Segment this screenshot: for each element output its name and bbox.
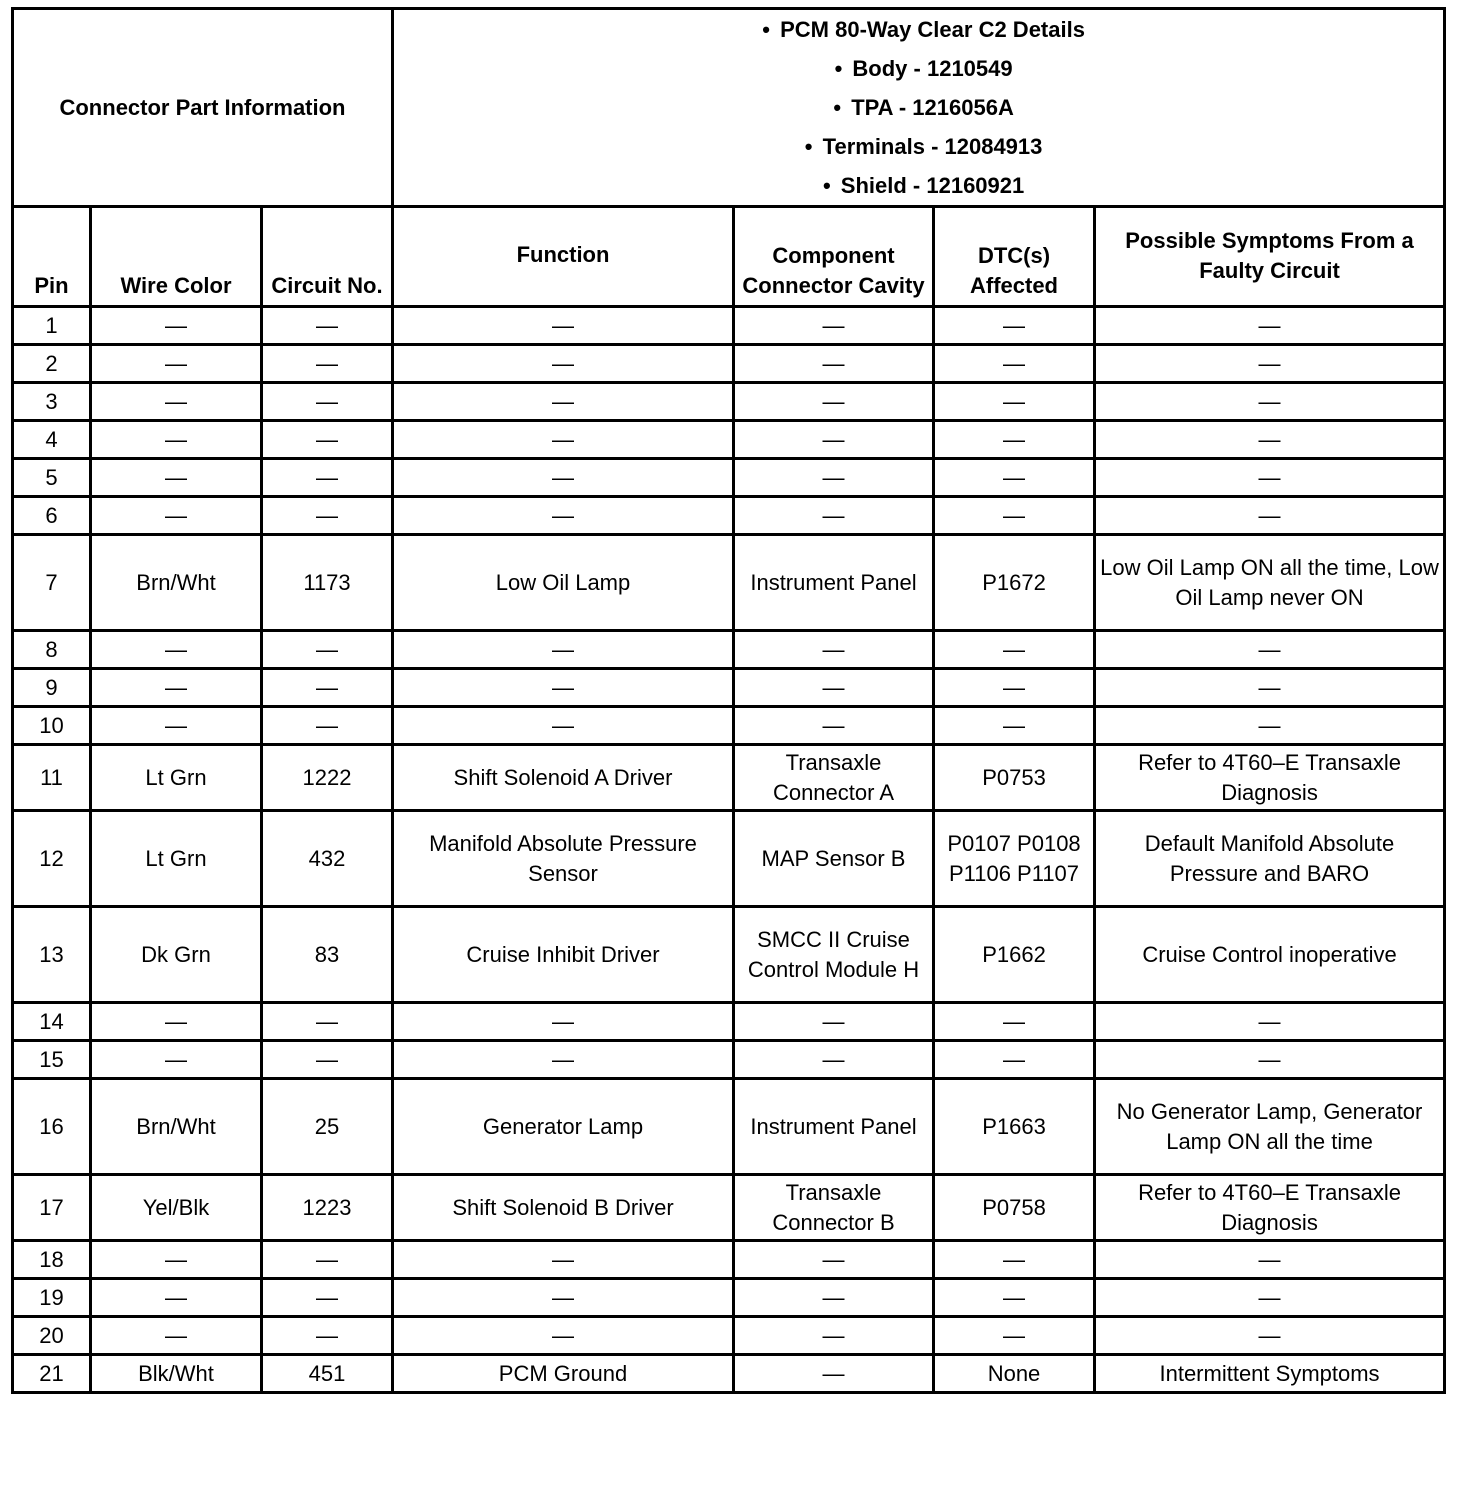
wire-color-cell: Blk/Wht bbox=[91, 1355, 262, 1393]
circuit-no-cell: — bbox=[262, 669, 393, 707]
circuit-no-cell: — bbox=[262, 1241, 393, 1279]
connector-table-wrapper bbox=[11, 7, 1446, 1394]
function-cell: Manifold Absolute Pressure Sensor bbox=[393, 811, 734, 907]
detail-item: • Terminals - 12084913 bbox=[396, 127, 1441, 166]
function-cell: — bbox=[393, 1241, 734, 1279]
pin-cell: 17 bbox=[13, 1175, 91, 1241]
wire-color-cell: — bbox=[91, 497, 262, 535]
circuit-no-cell: — bbox=[262, 631, 393, 669]
cavity-cell: — bbox=[734, 497, 934, 535]
function-cell: — bbox=[393, 383, 734, 421]
dtc-cell: — bbox=[934, 345, 1095, 383]
circuit-no-cell: — bbox=[262, 1317, 393, 1355]
function-cell: Generator Lamp bbox=[393, 1079, 734, 1175]
function-cell: Cruise Inhibit Driver bbox=[393, 907, 734, 1003]
detail-item: • TPA - 1216056A bbox=[396, 88, 1441, 127]
symptoms-cell: — bbox=[1095, 345, 1445, 383]
function-cell: — bbox=[393, 307, 734, 345]
header-function: Function bbox=[393, 207, 734, 307]
connector-details-list bbox=[396, 10, 1441, 205]
wire-color-cell: Lt Grn bbox=[91, 745, 262, 811]
pin-cell: 16 bbox=[13, 1079, 91, 1175]
circuit-no-cell: — bbox=[262, 383, 393, 421]
circuit-no-cell: — bbox=[262, 345, 393, 383]
function-cell: — bbox=[393, 707, 734, 745]
dtc-cell: — bbox=[934, 1279, 1095, 1317]
wire-color-cell: — bbox=[91, 1317, 262, 1355]
wire-color-cell: Brn/Wht bbox=[91, 535, 262, 631]
cavity-cell: — bbox=[734, 631, 934, 669]
table-row bbox=[13, 421, 1445, 459]
header-symptoms: Possible Symptoms From a Faulty Circuit bbox=[1095, 207, 1445, 307]
pin-cell: 4 bbox=[13, 421, 91, 459]
symptoms-cell: — bbox=[1095, 1241, 1445, 1279]
circuit-no-cell: 451 bbox=[262, 1355, 393, 1393]
circuit-no-cell: — bbox=[262, 1003, 393, 1041]
pin-cell: 5 bbox=[13, 459, 91, 497]
dtc-cell: — bbox=[934, 707, 1095, 745]
cavity-cell: Instrument Panel bbox=[734, 1079, 934, 1175]
dtc-cell: — bbox=[934, 459, 1095, 497]
table-row bbox=[13, 707, 1445, 745]
cavity-cell: — bbox=[734, 421, 934, 459]
dtc-cell: P1672 bbox=[934, 535, 1095, 631]
function-cell: — bbox=[393, 631, 734, 669]
cavity-cell: — bbox=[734, 1317, 934, 1355]
connector-pinout-table bbox=[11, 7, 1446, 1394]
table-row bbox=[13, 631, 1445, 669]
table-row bbox=[13, 383, 1445, 421]
wire-color-cell: — bbox=[91, 1041, 262, 1079]
cavity-cell: MAP Sensor B bbox=[734, 811, 934, 907]
pin-cell: 8 bbox=[13, 631, 91, 669]
table-row bbox=[13, 535, 1445, 631]
dtc-cell: P1662 bbox=[934, 907, 1095, 1003]
dtc-cell: P1663 bbox=[934, 1079, 1095, 1175]
cavity-cell: Transaxle Connector A bbox=[734, 745, 934, 811]
header-pin: Pin bbox=[13, 207, 91, 307]
symptoms-cell: — bbox=[1095, 307, 1445, 345]
function-cell: — bbox=[393, 669, 734, 707]
function-cell: — bbox=[393, 345, 734, 383]
pin-cell: 2 bbox=[13, 345, 91, 383]
table-row bbox=[13, 1279, 1445, 1317]
column-header-row bbox=[13, 207, 1445, 307]
circuit-no-cell: 83 bbox=[262, 907, 393, 1003]
dtc-cell: — bbox=[934, 631, 1095, 669]
cavity-cell: — bbox=[734, 1355, 934, 1393]
pin-cell: 18 bbox=[13, 1241, 91, 1279]
symptoms-cell: Default Manifold Absolute Pressure and BARO bbox=[1095, 811, 1445, 907]
wire-color-cell: — bbox=[91, 307, 262, 345]
symptoms-cell: — bbox=[1095, 421, 1445, 459]
header-dtc: DTC(s) Affected bbox=[934, 207, 1095, 307]
cavity-cell: — bbox=[734, 1279, 934, 1317]
wire-color-cell: — bbox=[91, 707, 262, 745]
cavity-cell: — bbox=[734, 707, 934, 745]
circuit-no-cell: — bbox=[262, 1041, 393, 1079]
pin-cell: 1 bbox=[13, 307, 91, 345]
table-row bbox=[13, 669, 1445, 707]
connector-info-row bbox=[13, 9, 1445, 207]
dtc-cell: — bbox=[934, 669, 1095, 707]
circuit-no-cell: 1173 bbox=[262, 535, 393, 631]
wire-color-cell: — bbox=[91, 1279, 262, 1317]
table-row bbox=[13, 459, 1445, 497]
table-row bbox=[13, 745, 1445, 811]
detail-item: • Shield - 12160921 bbox=[396, 166, 1441, 205]
symptoms-cell: — bbox=[1095, 1041, 1445, 1079]
wire-color-cell: — bbox=[91, 1003, 262, 1041]
wire-color-cell: — bbox=[91, 345, 262, 383]
function-cell: — bbox=[393, 1003, 734, 1041]
header-component-cavity: Component Connector Cavity bbox=[734, 207, 934, 307]
wire-color-cell: Brn/Wht bbox=[91, 1079, 262, 1175]
table-row bbox=[13, 497, 1445, 535]
cavity-cell: Instrument Panel bbox=[734, 535, 934, 631]
pin-cell: 19 bbox=[13, 1279, 91, 1317]
dtc-cell: — bbox=[934, 307, 1095, 345]
function-cell: — bbox=[393, 459, 734, 497]
dtc-cell: — bbox=[934, 497, 1095, 535]
pin-cell: 7 bbox=[13, 535, 91, 631]
table-row bbox=[13, 907, 1445, 1003]
table-row bbox=[13, 1041, 1445, 1079]
dtc-cell: None bbox=[934, 1355, 1095, 1393]
pin-cell: 15 bbox=[13, 1041, 91, 1079]
table-row bbox=[13, 1003, 1445, 1041]
table-row bbox=[13, 1355, 1445, 1393]
wire-color-cell: — bbox=[91, 1241, 262, 1279]
cavity-cell: — bbox=[734, 1003, 934, 1041]
cavity-cell: — bbox=[734, 459, 934, 497]
detail-item: • Body - 1210549 bbox=[396, 49, 1441, 88]
circuit-no-cell: 25 bbox=[262, 1079, 393, 1175]
table-row bbox=[13, 1079, 1445, 1175]
detail-item: • PCM 80-Way Clear C2 Details bbox=[396, 10, 1441, 49]
function-cell: — bbox=[393, 497, 734, 535]
symptoms-cell: — bbox=[1095, 631, 1445, 669]
cavity-cell: Transaxle Connector B bbox=[734, 1175, 934, 1241]
header-wire-color: Wire Color bbox=[91, 207, 262, 307]
function-cell: Low Oil Lamp bbox=[393, 535, 734, 631]
dtc-cell: — bbox=[934, 1003, 1095, 1041]
function-cell: — bbox=[393, 1279, 734, 1317]
symptoms-cell: — bbox=[1095, 1003, 1445, 1041]
symptoms-cell: — bbox=[1095, 669, 1445, 707]
symptoms-cell: — bbox=[1095, 459, 1445, 497]
cavity-cell: — bbox=[734, 1241, 934, 1279]
dtc-cell: — bbox=[934, 421, 1095, 459]
cavity-cell: — bbox=[734, 669, 934, 707]
wire-color-cell: Lt Grn bbox=[91, 811, 262, 907]
function-cell: Shift Solenoid A Driver bbox=[393, 745, 734, 811]
wire-color-cell: — bbox=[91, 459, 262, 497]
connector-part-info-label: Connector Part Information bbox=[13, 9, 393, 207]
dtc-cell: P0753 bbox=[934, 745, 1095, 811]
symptoms-cell: Intermittent Symptoms bbox=[1095, 1355, 1445, 1393]
circuit-no-cell: 1223 bbox=[262, 1175, 393, 1241]
header-circuit-no: Circuit No. bbox=[262, 207, 393, 307]
symptoms-cell: — bbox=[1095, 383, 1445, 421]
dtc-cell: — bbox=[934, 1317, 1095, 1355]
cavity-cell: — bbox=[734, 1041, 934, 1079]
table-row bbox=[13, 345, 1445, 383]
cavity-cell: — bbox=[734, 307, 934, 345]
pin-cell: 10 bbox=[13, 707, 91, 745]
symptoms-cell: Low Oil Lamp ON all the time, Low Oil Lamp never ON bbox=[1095, 535, 1445, 631]
function-cell: Shift Solenoid B Driver bbox=[393, 1175, 734, 1241]
table-row bbox=[13, 811, 1445, 907]
symptoms-cell: — bbox=[1095, 707, 1445, 745]
dtc-cell: — bbox=[934, 383, 1095, 421]
wire-color-cell: — bbox=[91, 669, 262, 707]
wire-color-cell: — bbox=[91, 631, 262, 669]
pin-cell: 6 bbox=[13, 497, 91, 535]
pin-cell: 9 bbox=[13, 669, 91, 707]
table-row bbox=[13, 307, 1445, 345]
function-cell: — bbox=[393, 1041, 734, 1079]
circuit-no-cell: — bbox=[262, 459, 393, 497]
circuit-no-cell: 432 bbox=[262, 811, 393, 907]
circuit-no-cell: — bbox=[262, 307, 393, 345]
pin-rows bbox=[13, 307, 1445, 1393]
circuit-no-cell: — bbox=[262, 497, 393, 535]
cavity-cell: SMCC II Cruise Control Module H bbox=[734, 907, 934, 1003]
table-row bbox=[13, 1317, 1445, 1355]
pin-cell: 14 bbox=[13, 1003, 91, 1041]
dtc-cell: — bbox=[934, 1241, 1095, 1279]
pin-cell: 20 bbox=[13, 1317, 91, 1355]
circuit-no-cell: — bbox=[262, 421, 393, 459]
wire-color-cell: — bbox=[91, 383, 262, 421]
wire-color-cell: — bbox=[91, 421, 262, 459]
pin-cell: 12 bbox=[13, 811, 91, 907]
dtc-cell: P0107 P0108 P1106 P1107 bbox=[934, 811, 1095, 907]
cavity-cell: — bbox=[734, 345, 934, 383]
pin-cell: 21 bbox=[13, 1355, 91, 1393]
pin-cell: 11 bbox=[13, 745, 91, 811]
cavity-cell: — bbox=[734, 383, 934, 421]
wire-color-cell: Yel/Blk bbox=[91, 1175, 262, 1241]
symptoms-cell: Refer to 4T60–E Transaxle Diagnosis bbox=[1095, 1175, 1445, 1241]
connector-details bbox=[393, 9, 1445, 207]
dtc-cell: P0758 bbox=[934, 1175, 1095, 1241]
circuit-no-cell: 1222 bbox=[262, 745, 393, 811]
function-cell: — bbox=[393, 421, 734, 459]
symptoms-cell: No Generator Lamp, Generator Lamp ON all the time bbox=[1095, 1079, 1445, 1175]
symptoms-cell: Refer to 4T60–E Transaxle Diagnosis bbox=[1095, 745, 1445, 811]
function-cell: — bbox=[393, 1317, 734, 1355]
table-row bbox=[13, 1241, 1445, 1279]
pin-cell: 3 bbox=[13, 383, 91, 421]
symptoms-cell: Cruise Control inoperative bbox=[1095, 907, 1445, 1003]
dtc-cell: — bbox=[934, 1041, 1095, 1079]
wire-color-cell: Dk Grn bbox=[91, 907, 262, 1003]
circuit-no-cell: — bbox=[262, 707, 393, 745]
pin-cell: 13 bbox=[13, 907, 91, 1003]
symptoms-cell: — bbox=[1095, 1317, 1445, 1355]
function-cell: PCM Ground bbox=[393, 1355, 734, 1393]
symptoms-cell: — bbox=[1095, 1279, 1445, 1317]
symptoms-cell: — bbox=[1095, 497, 1445, 535]
table-row bbox=[13, 1175, 1445, 1241]
circuit-no-cell: — bbox=[262, 1279, 393, 1317]
